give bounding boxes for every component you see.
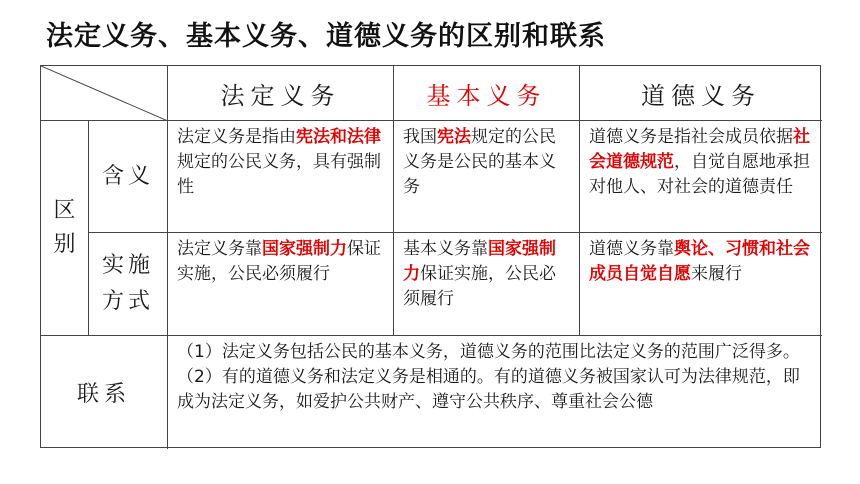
cell-meaning-moral [580,121,822,233]
text-part: 规定的公民义务，具有强制性 [177,152,381,197]
text-part: 道德义务靠 [589,239,674,259]
cell-connection: （1）法定义务包括公民的基本义务，道德义务的范围比法定义务的范围广泛得多。（2）有的道德义务和法定义务是相通的。有的道德义务被国家认可为法律规范，即成为法定义务，如爱护公共财产、遵守公共秩序、尊重社会公德 [177,342,800,412]
emphasis-text: 宪法 [437,127,471,147]
text-part: 规定的公民义务是公民的基本义务 [403,127,556,197]
emphasis-text: 舆论、习惯和社会成员自觉自愿 [589,239,810,284]
row-header-meaning-text: 含义 [101,163,154,189]
column-header-moral: 道德义务 [580,66,822,121]
diagonal-divider [41,66,168,121]
row-header-connection [41,336,168,449]
emphasis-text: 社会道德规范 [589,127,810,172]
row-header-method-text: 实施方式 [101,253,154,314]
page-title: 法定义务、基本义务、道德义务的区别和联系 [46,21,606,52]
group-label-difference [41,121,89,336]
text-part: 保证实施，公民必须履行 [403,264,556,309]
text-part: 保证实施，公民必须履行 [177,239,381,284]
comparison-table [40,65,821,448]
row-header-meaning [89,121,168,233]
emphasis-text: 宪法和法律 [296,127,381,147]
text-part: ，自觉自愿地承担对他人、对社会的道德责任 [589,152,810,197]
emphasis-text: 国家强制力 [262,239,347,259]
header-corner [41,66,168,121]
cell-meaning-basic [394,121,580,233]
column-header-legal: 法定义务 [168,66,394,121]
cell-meaning-legal [168,121,394,233]
group-label-text: 区别 [53,198,76,257]
text-part: 来履行 [691,264,742,284]
row-header-method [89,233,168,336]
emphasis-text: 国家强制力 [403,239,556,284]
row-header-connection-text: 联系 [76,382,131,407]
column-header-basic: 基本义务 [394,66,580,121]
cell-method-legal [168,233,394,336]
text-part: 基本义务靠 [403,239,488,259]
text-part: 法定义务是指由 [177,127,296,147]
cell-method-basic [394,233,580,336]
text-part: 道德义务是指社会成员依据 [589,127,793,147]
cell-method-moral [580,233,822,336]
text-part: 我国 [403,127,437,147]
text-part: 法定义务靠 [177,239,262,259]
